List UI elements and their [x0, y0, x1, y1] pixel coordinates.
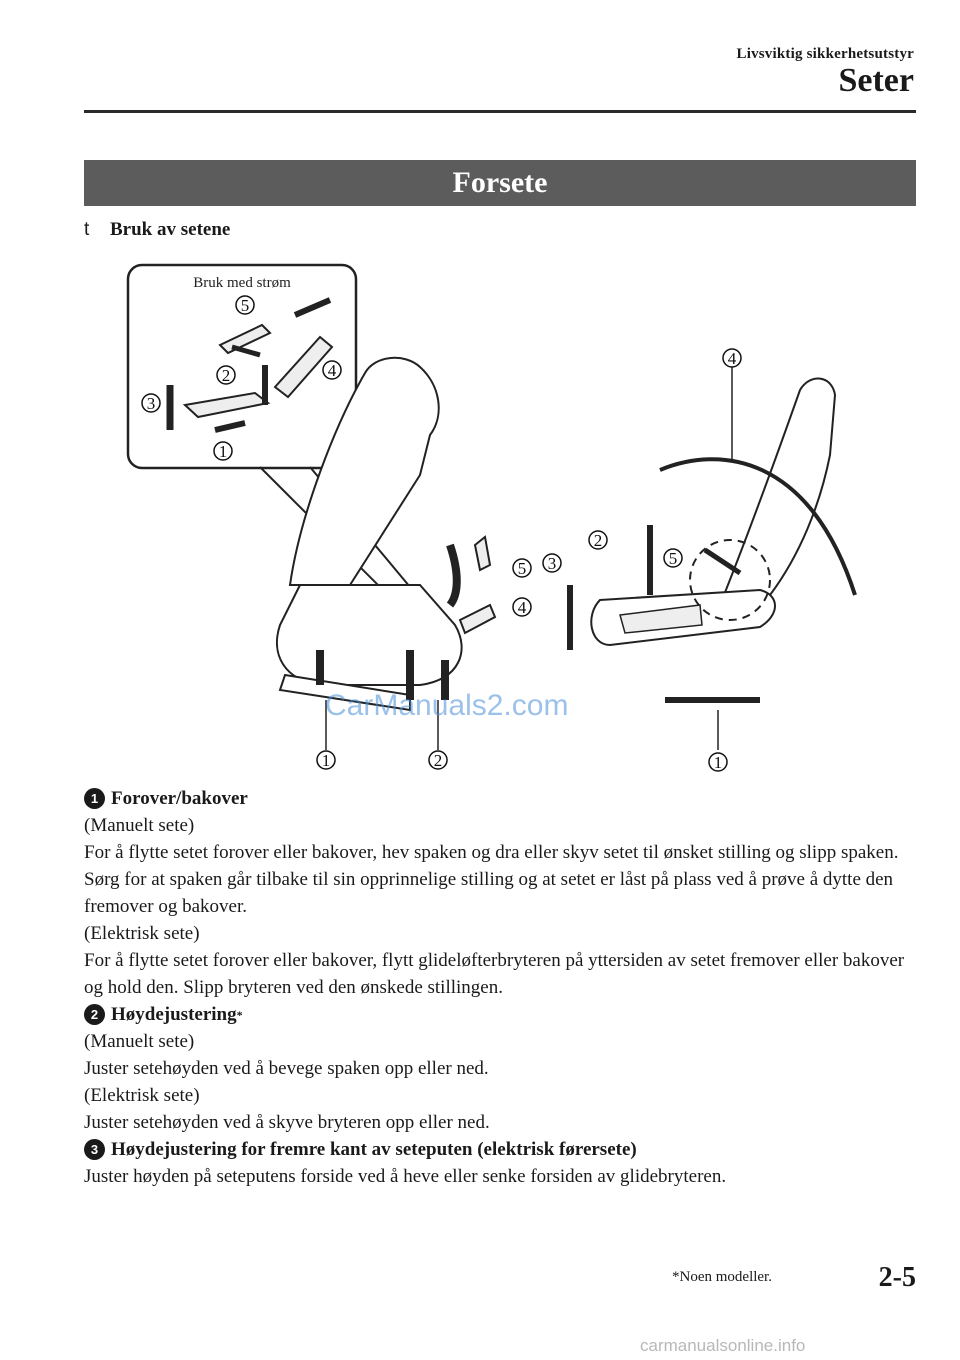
- item-2-heading: 2 Høydejustering *: [84, 1001, 924, 1028]
- inset-number-2: 2: [221, 366, 231, 385]
- figure-number-5-right: 5: [668, 549, 678, 568]
- item-1-number: 1: [84, 788, 105, 809]
- figure-number-2-right: 2: [593, 531, 603, 550]
- item-1-line: For å flytte setet forover eller bakover, flytt glideløfterbryteren på yttersiden av setet fremover eller bakover og hold den. Slipp bryteren ved den ønskede stillingen.: [84, 950, 905, 998]
- item-3-heading: [84, 1136, 924, 1163]
- footer-site: carmanualsonline.info: [640, 1336, 806, 1355]
- item-2-line: Juster setehøyden ved å skyve bryteren opp eller ned.: [84, 1112, 490, 1133]
- figure-number-3-right: 3: [547, 554, 557, 573]
- header-divider: [84, 110, 916, 113]
- seat-right: [570, 379, 855, 700]
- inset-panel: [128, 265, 356, 468]
- figure-number-5-left: 5: [517, 559, 527, 578]
- item-3-number: 3: [84, 1139, 105, 1160]
- section-title: Livsviktig sikkerhetsutstyr: [736, 46, 914, 62]
- instructions: [84, 785, 924, 1190]
- item-2-line: Juster setehøyden ved å bevege spaken opp eller ned.: [84, 1058, 489, 1079]
- item-1-line: (Manuelt sete): [84, 815, 195, 836]
- inset-number-4: 4: [327, 361, 337, 380]
- inset-number-1: 1: [218, 442, 228, 461]
- footnote: *Noen modeller.: [672, 1269, 772, 1285]
- inset-label: Bruk med strøm: [193, 275, 291, 291]
- item-2-line: (Manuelt sete): [84, 1031, 195, 1052]
- figure-number-1-left: 1: [321, 751, 331, 770]
- inset-number-5: 5: [240, 296, 250, 315]
- item-2-line: (Elektrisk sete): [84, 1085, 200, 1106]
- item-3-title: Høydejustering for fremre kant av seteputen (elektrisk førersete): [111, 1139, 637, 1160]
- figure-number-1-right: 1: [713, 753, 723, 772]
- item-1-line: (Elektrisk sete): [84, 923, 200, 944]
- item-1-line: Sørg for at spaken går tilbake til sin opprinnelige stilling og at setet er låst på plass ved å prøve å dytte den fremover og bakover.: [84, 869, 894, 917]
- item-2-title: Høydejustering: [111, 1004, 237, 1025]
- item-1-heading: [84, 785, 924, 812]
- item-1-title: Forover/bakover: [111, 788, 248, 809]
- figure-number-4-left: 4: [517, 598, 527, 617]
- item-2-number: 2: [84, 1004, 105, 1025]
- item-3-line: Juster høyden på seteputens forside ved å heve eller senke forsiden av glidebryteren.: [84, 1166, 727, 1187]
- inset-number-3: 3: [146, 394, 156, 413]
- banner-title: Forsete: [452, 166, 548, 199]
- figure-number-4-right: 4: [727, 349, 737, 368]
- seat-illustration: [120, 255, 920, 785]
- figure-number-2-left: 2: [433, 751, 443, 770]
- bullet-marker: t: [84, 219, 90, 240]
- watermark: CarManuals2.com: [325, 689, 569, 722]
- subheading-text: Bruk av setene: [110, 219, 231, 240]
- section-banner: [84, 160, 916, 206]
- item-1-line: For å flytte setet forover eller bakover, hev spaken og dra eller skyv setet til ønsket stilling og slipp spaken.: [84, 842, 899, 863]
- page-number: 2-5: [878, 1262, 916, 1293]
- subheading: [84, 219, 230, 241]
- page-title: Seter: [838, 62, 914, 99]
